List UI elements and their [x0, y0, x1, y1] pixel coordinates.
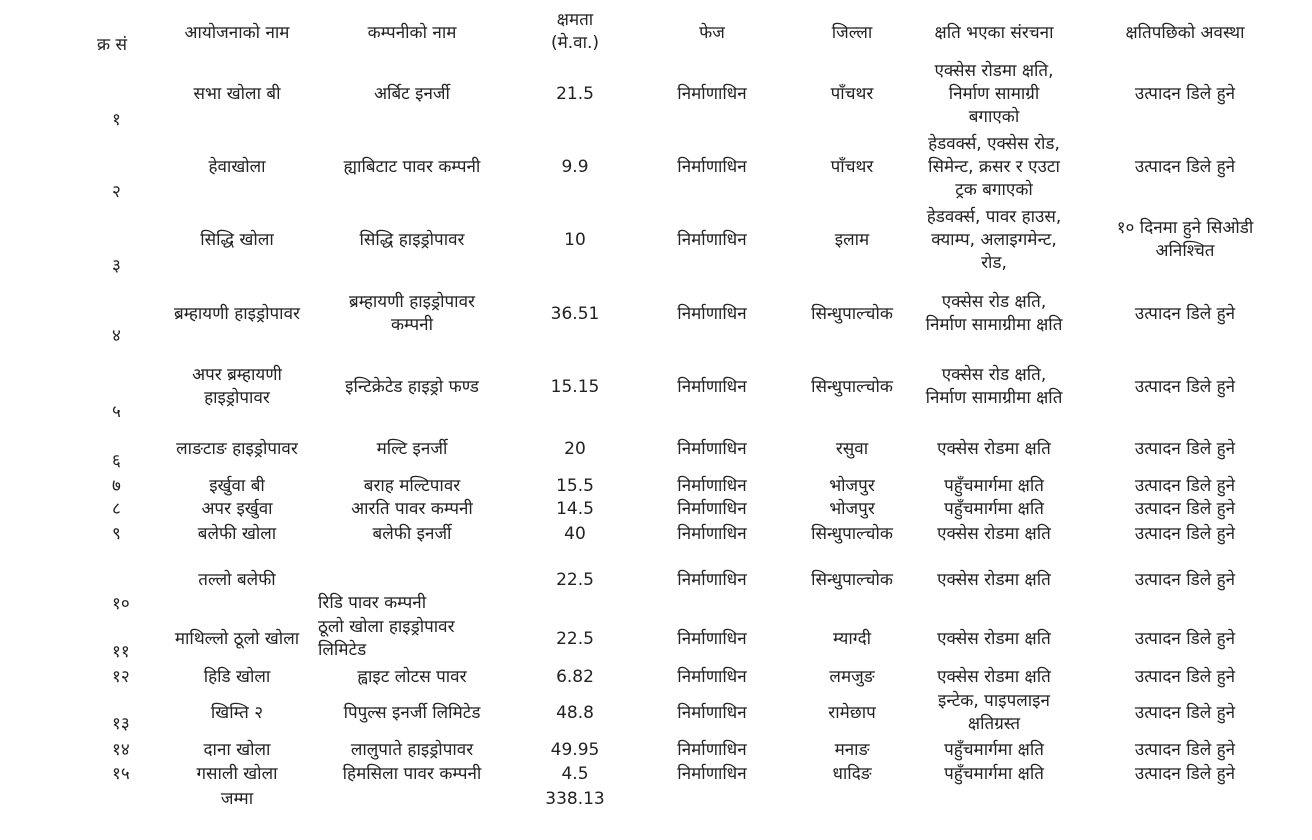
capacity-mw: 20 [564, 438, 586, 459]
company-name: सिद्धि हाइड्रोपावर [359, 229, 465, 250]
phase: निर्माणाधिन [677, 303, 747, 324]
capacity-mw: 10 [564, 229, 586, 250]
company-name: रिडि पावर कम्पनी [318, 593, 427, 613]
serial-number: १३ [112, 713, 130, 734]
post-damage-status: उत्पादन डिले हुने [1134, 498, 1236, 519]
project-name: इर्खुवा बी [209, 475, 265, 496]
post-damage-status: उत्पादन डिले हुने [1134, 303, 1236, 324]
phase: निर्माणाधिन [677, 763, 747, 784]
header-district: जिल्ला [831, 23, 873, 43]
company-name: ब्रम्हायणी हाइड्रोपावर कम्पनी [349, 292, 475, 335]
project-name: सिद्धि खोला [200, 229, 274, 250]
damaged-structures: पहुँचमार्गमा क्षति [944, 763, 1044, 784]
company-name: बराह मल्टिपावर [363, 475, 461, 496]
total-capacity: 338.13 [545, 789, 605, 809]
project-name: दाना खोला [203, 739, 271, 760]
district: पाँचथर [830, 156, 874, 177]
serial-number: १४ [112, 739, 130, 760]
header-project: आयोजनाको नाम [184, 23, 290, 43]
serial-number: ८ [112, 498, 121, 519]
district: इलाम [834, 229, 870, 250]
company-name: इन्टिक्रेटेड हाइड्रो फण्ड [345, 376, 479, 397]
damaged-structures: एक्सेस रोडमा क्षति [937, 628, 1051, 649]
phase: निर्माणाधिन [677, 229, 747, 250]
total-label: जम्मा [220, 789, 254, 809]
company-name: हिमसिला पावर कम्पनी [342, 763, 482, 784]
capacity-mw: 4.5 [561, 763, 589, 784]
post-damage-status: उत्पादन डिले हुने [1134, 156, 1236, 177]
post-damage-status: उत्पादन डिले हुने [1134, 666, 1236, 687]
project-name: अपर ब्रम्हायणी हाइड्रोपावर [192, 365, 282, 408]
capacity-mw: 15.15 [550, 376, 600, 397]
header-damaged-structures: क्षति भएका संरचना [934, 23, 1054, 43]
serial-number: १२ [112, 666, 130, 687]
post-damage-status: उत्पादन डिले हुने [1134, 83, 1236, 104]
header-phase: फेज [699, 23, 725, 43]
district: म्याग्दी [833, 628, 871, 649]
damaged-structures: पहुँचमार्गमा क्षति [944, 739, 1044, 760]
damaged-structures: एक्सेस रोड क्षति, निर्माण सामाग्रीमा क्षति [925, 365, 1063, 408]
project-name: सभा खोला बी [193, 83, 281, 104]
district: लमजुङ [829, 666, 875, 687]
company-name: अर्बिट इनर्जी [374, 83, 450, 104]
post-damage-status: १० दिनमा हुने सिओडी अनिश्चित [1116, 218, 1254, 261]
district: भोजपुर [829, 475, 875, 496]
damaged-structures: एक्सेस रोडमा क्षति [937, 666, 1051, 687]
district: धादिङ [832, 763, 872, 784]
damaged-structures: एक्सेस रोडमा क्षति [937, 523, 1051, 544]
district: रसुवा [835, 438, 869, 459]
phase: निर्माणाधिन [677, 498, 747, 519]
capacity-mw: 15.5 [556, 475, 594, 496]
district: रामेछाप [828, 702, 876, 723]
district: मनाङ [834, 739, 870, 760]
damaged-structures: एक्सेस रोडमा क्षति [937, 438, 1051, 459]
damaged-structures: एक्सेस रोडमा क्षति, निर्माण सामाग्री बगाएको [934, 60, 1054, 127]
serial-number: ७ [112, 475, 121, 496]
serial-number: ५ [112, 401, 121, 422]
phase: निर्माणाधिन [677, 702, 747, 723]
capacity-mw: 14.5 [556, 498, 594, 519]
company-name: ह्वाइट लोटस पावर [357, 666, 467, 687]
serial-number: ३ [112, 255, 121, 276]
phase: निर्माणाधिन [677, 739, 747, 760]
post-damage-status: उत्पादन डिले हुने [1134, 628, 1236, 649]
project-name: हेवाखोला [208, 156, 266, 177]
damaged-structures: हेडवर्क्स, एक्सेस रोड, सिमेन्ट, क्रसर र एउटा ट्रक बगाएको [928, 133, 1060, 200]
district: भोजपुर [829, 498, 875, 519]
post-damage-status: उत्पादन डिले हुने [1134, 438, 1236, 459]
company-name: ठूलो खोला हाइड्रोपावर लिमिटेड [318, 617, 455, 660]
serial-number: २ [112, 181, 121, 202]
post-damage-status: उत्पादन डिले हुने [1134, 763, 1236, 784]
project-name: ब्रम्हायणी हाइड्रोपावर [174, 303, 300, 324]
damaged-structures: पहुँचमार्गमा क्षति [944, 475, 1044, 496]
district: सिन्धुपाल्चोक [811, 376, 893, 397]
header-company: कम्पनीको नाम [367, 23, 457, 43]
company-name: पिपुल्स इनर्जी लिमिटेड [343, 702, 481, 723]
company-name: मल्टि इनर्जी [376, 438, 448, 459]
district: पाँचथर [830, 83, 874, 104]
serial-number: ९ [112, 523, 121, 544]
post-damage-status: उत्पादन डिले हुने [1134, 739, 1236, 760]
phase: निर्माणाधिन [677, 376, 747, 397]
damaged-structures: एक्सेस रोडमा क्षति [937, 569, 1051, 590]
damaged-structures: पहुँचमार्गमा क्षति [944, 498, 1044, 519]
serial-number: १५ [112, 763, 130, 784]
serial-number: ४ [112, 325, 121, 346]
capacity-mw: 49.95 [550, 739, 600, 760]
header-sn: क्र सं [97, 35, 127, 55]
post-damage-status: उत्पादन डिले हुने [1134, 569, 1236, 590]
company-name: लालुपाते हाइड्रोपावर [350, 739, 474, 760]
post-damage-status: उत्पादन डिले हुने [1134, 523, 1236, 544]
project-name: अपर इर्खुवा [201, 498, 273, 519]
company-name: आरति पावर कम्पनी [351, 498, 473, 519]
phase: निर्माणाधिन [677, 438, 747, 459]
project-name: बलेफी खोला [197, 523, 277, 544]
phase: निर्माणाधिन [677, 569, 747, 590]
post-damage-status: उत्पादन डिले हुने [1134, 475, 1236, 496]
district: सिन्धुपाल्चोक [811, 303, 893, 324]
capacity-mw: 21.5 [556, 83, 594, 104]
project-name: हिडि खोला [203, 666, 271, 687]
project-name: खिम्ति २ [210, 702, 264, 723]
phase: निर्माणाधिन [677, 628, 747, 649]
phase: निर्माणाधिन [677, 666, 747, 687]
serial-number: १ [112, 109, 121, 130]
project-name: तल्लो बलेफी [198, 569, 276, 590]
capacity-mw: 36.51 [550, 303, 600, 324]
capacity-mw: 40 [564, 523, 586, 544]
project-name: लाङटाङ हाइड्रोपावर [176, 438, 298, 459]
capacity-mw: 48.8 [556, 702, 594, 723]
capacity-mw: 22.5 [556, 569, 594, 590]
phase: निर्माणाधिन [677, 156, 747, 177]
company-name: बलेफी इनर्जी [372, 523, 452, 544]
company-name: ह्याबिटाट पावर कम्पनी [343, 156, 481, 177]
district: सिन्धुपाल्चोक [811, 569, 893, 590]
capacity-mw: 9.9 [561, 156, 589, 177]
post-damage-status: उत्पादन डिले हुने [1134, 376, 1236, 397]
phase: निर्माणाधिन [677, 83, 747, 104]
project-name: माथिल्लो ठूलो खोला [174, 628, 300, 649]
phase: निर्माणाधिन [677, 523, 747, 544]
damaged-structures: हेडवर्क्स, पावर हाउस, क्याम्प, अलाइगमेन्ट, रोड, [926, 206, 1062, 273]
damaged-structures: एक्सेस रोड क्षति, निर्माण सामाग्रीमा क्षति [925, 292, 1063, 335]
post-damage-status: उत्पादन डिले हुने [1134, 702, 1236, 723]
header-post-damage-status: क्षतिपछिको अवस्था [1125, 23, 1245, 43]
project-name: गसाली खोला [196, 763, 278, 784]
damaged-structures: इन्टेक, पाइपलाइन क्षतिग्रस्त [938, 691, 1050, 734]
phase: निर्माणाधिन [677, 475, 747, 496]
serial-number: ११ [112, 641, 130, 662]
serial-number: ६ [112, 450, 121, 471]
capacity-mw: 6.82 [556, 666, 594, 687]
district: सिन्धुपाल्चोक [811, 523, 893, 544]
serial-number: १० [112, 593, 130, 614]
capacity-mw: 22.5 [556, 628, 594, 649]
header-capacity: क्षमता (मे.वा.) [550, 10, 600, 53]
